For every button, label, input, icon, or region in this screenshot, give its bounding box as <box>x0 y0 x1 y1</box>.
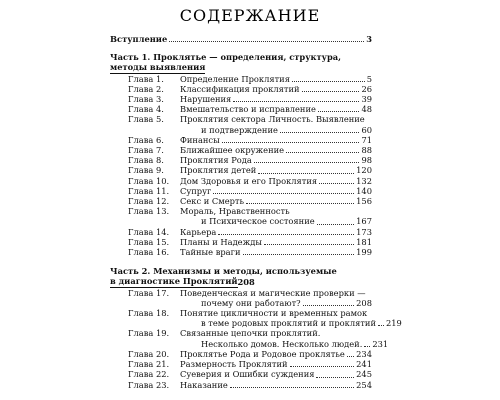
chapter-title: Суеверия и Ошибки суждения <box>180 369 315 380</box>
toc-chapter-entry <box>128 237 372 247</box>
chapter-title: Проклятия Рода <box>180 155 252 166</box>
leader-dots <box>230 387 354 388</box>
leader-dots <box>303 305 355 306</box>
toc-chapter-entry <box>128 369 372 379</box>
chapter-page: 26 <box>361 83 372 94</box>
leader-dots <box>243 254 355 255</box>
chapter-number: Глава 4. <box>128 104 164 115</box>
chapter-number: Глава 7. <box>128 145 164 156</box>
part-separator <box>110 257 372 266</box>
chapter-title: Проклятия детей <box>180 165 257 176</box>
chapter-page: 167 <box>356 216 372 227</box>
toc-intro-page: 3 <box>366 34 372 44</box>
toc-chapter-entry <box>128 227 372 237</box>
chapter-title: Классификация проклятий <box>180 83 300 94</box>
toc-part-1 <box>110 52 372 257</box>
chapter-page: 120 <box>356 165 372 176</box>
toc-chapter-entry <box>128 145 372 155</box>
leader-dots <box>302 91 360 92</box>
chapter-page: 132 <box>356 175 372 186</box>
toc-chapter-entry <box>128 349 372 359</box>
chapter-number: Глава 3. <box>128 94 164 105</box>
chapter-number: Глава 12. <box>128 196 170 207</box>
toc-intro-label: Вступление <box>110 34 168 44</box>
chapter-page: 181 <box>356 236 372 247</box>
part-heading-last-line <box>110 62 372 73</box>
chapter-number: Глава 14. <box>128 226 170 237</box>
chapter-title: Секс и Смерть <box>180 196 245 207</box>
leader-dots <box>264 244 354 245</box>
toc-chapter-continuation <box>201 318 402 329</box>
chapter-title: Поведенческая и магические проверки — <box>180 287 366 298</box>
leader-dots <box>222 142 360 143</box>
toc-chapter-entry <box>128 206 372 216</box>
chapter-number: Глава 21. <box>128 359 170 370</box>
part-heading-line: Часть 2. Механизмы и методы, используемые <box>110 266 337 277</box>
chapter-title: и подтверждение <box>201 124 278 135</box>
leader-dots <box>233 101 359 102</box>
table-of-contents <box>110 34 402 390</box>
part-heading-last-line <box>110 276 372 287</box>
chapter-title: в теме родовых проклятий и проклятий <box>201 318 376 329</box>
leader-dots <box>378 325 384 326</box>
toc-chapter-continuation <box>201 216 372 226</box>
chapter-page: 98 <box>361 155 372 166</box>
toc-chapter-entry <box>128 84 372 94</box>
chapter-page: 39 <box>361 94 372 105</box>
chapter-number: Глава 22. <box>128 369 170 380</box>
leader-dots <box>169 41 364 42</box>
chapter-page: 219 <box>385 318 402 329</box>
toc-chapter-entry <box>128 94 372 104</box>
toc-chapter-entry <box>128 196 372 206</box>
toc-chapter-entry <box>128 104 372 114</box>
toc-chapter-continuation <box>201 125 372 135</box>
chapter-number: Глава 16. <box>128 247 170 258</box>
toc-chapter-entry <box>128 328 372 338</box>
chapter-number: Глава 17. <box>128 287 170 298</box>
chapter-title: Нарушения <box>180 94 232 105</box>
chapter-title: Мораль, Нравственность <box>180 206 290 217</box>
chapter-number: Глава 6. <box>128 134 164 145</box>
chapter-number: Глава 9. <box>128 165 164 176</box>
chapter-title: Супруг <box>180 185 212 196</box>
leader-dots <box>258 173 354 174</box>
chapter-number: Глава 5. <box>128 114 164 125</box>
part-heading-line: Часть 1. Проклятье — определения, структура, <box>110 52 342 63</box>
leader-dots <box>364 346 370 347</box>
chapter-title: Планы и Надежды <box>180 236 262 247</box>
chapter-title: Вмешательство и исправление <box>180 104 316 115</box>
chapter-title: Финансы <box>180 134 220 145</box>
part-heading-underlined: методы выявления <box>110 62 206 73</box>
chapter-number: Глава 2. <box>128 83 164 94</box>
chapter-page: 60 <box>361 124 372 135</box>
chapter-title: Дом Здоровья и его Проклятия <box>180 175 318 186</box>
chapter-page: 48 <box>361 104 372 115</box>
chapter-title: Проклятье Рода и Родовое проклятье <box>180 348 345 359</box>
chapter-number: Глава 13. <box>128 206 170 217</box>
chapter-page: 241 <box>356 359 372 370</box>
chapter-number: Глава 20. <box>128 348 170 359</box>
chapter-title: Тайные враги <box>180 247 241 258</box>
leader-dots <box>246 203 354 204</box>
toc-chapter-entry <box>128 186 372 196</box>
leader-dots <box>318 111 360 112</box>
chapter-number: Глава 1. <box>128 73 164 84</box>
chapter-page: 208 <box>356 297 372 308</box>
page-title: СОДЕРЖАНИЕ <box>179 6 321 25</box>
chapter-title: Проклятия сектора Личность. Выявление <box>180 114 365 125</box>
chapter-page: 5 <box>366 73 372 84</box>
chapter-title: Определение Проклятия <box>180 73 290 84</box>
chapter-page: 88 <box>361 145 372 156</box>
leader-dots <box>292 81 365 82</box>
toc-chapter-entry <box>128 380 372 390</box>
chapter-page: 140 <box>356 185 372 196</box>
toc-chapter-entry <box>128 308 372 318</box>
leader-dots <box>213 193 354 194</box>
toc-chapter-entry <box>128 288 372 298</box>
leader-dots <box>319 183 354 184</box>
toc-part-2 <box>110 266 402 390</box>
chapter-number: Глава 10. <box>128 175 170 186</box>
toc-chapter-entry <box>128 176 372 186</box>
toc-intro-entry <box>110 34 372 44</box>
leader-dots <box>290 366 355 367</box>
chapter-title: Несколько домов. Несколько людей. <box>201 338 363 349</box>
chapter-title: Размерность Проклятий <box>180 359 288 370</box>
chapter-page: 231 <box>372 338 389 349</box>
chapter-number: Глава 11. <box>128 185 170 196</box>
leader-dots <box>317 224 355 225</box>
leader-dots <box>254 162 360 163</box>
part-page: 208 <box>237 277 255 288</box>
toc-chapter-entry <box>128 165 372 175</box>
chapter-title: почему они работают? <box>201 297 301 308</box>
chapter-number: Глава 19. <box>128 328 170 339</box>
chapter-number: Глава 18. <box>128 308 170 319</box>
chapter-title: Карьера <box>180 226 217 237</box>
chapter-title: Понятие цикличности и временных рамок <box>180 308 368 319</box>
chapter-page: 234 <box>356 348 372 359</box>
chapter-list <box>128 287 402 390</box>
chapter-page: 173 <box>356 226 372 237</box>
leader-dots <box>218 234 354 235</box>
chapter-page: 199 <box>356 247 372 258</box>
toc-chapter-continuation <box>201 298 372 308</box>
chapter-list <box>128 74 372 258</box>
toc-chapter-entry <box>128 135 372 145</box>
chapter-number: Глава 23. <box>128 379 170 390</box>
chapter-title: Ближайшее окружение <box>180 145 285 156</box>
leader-dots <box>286 152 359 153</box>
chapter-page: 254 <box>356 379 372 390</box>
part-heading-underlined: в диагностике Проклятий <box>110 276 238 287</box>
chapter-page: 71 <box>361 134 372 145</box>
leader-dots <box>280 132 360 133</box>
chapter-page: 156 <box>356 196 372 207</box>
toc-chapter-entry <box>128 247 372 257</box>
toc-chapter-entry <box>128 114 372 124</box>
leader-dots <box>316 377 354 378</box>
toc-chapter-entry <box>128 155 372 165</box>
chapter-number: Глава 8. <box>128 155 164 166</box>
chapter-title: и Психическое состояние <box>201 216 315 227</box>
toc-chapter-entry <box>128 74 372 84</box>
chapter-title: Связанные цепочки проклятий. <box>180 328 321 339</box>
chapter-title: Наказание <box>180 379 228 390</box>
toc-chapter-continuation <box>201 338 389 349</box>
toc-chapter-entry <box>128 359 372 369</box>
leader-dots <box>347 356 354 357</box>
chapter-page: 245 <box>356 369 372 380</box>
chapter-number: Глава 15. <box>128 236 170 247</box>
